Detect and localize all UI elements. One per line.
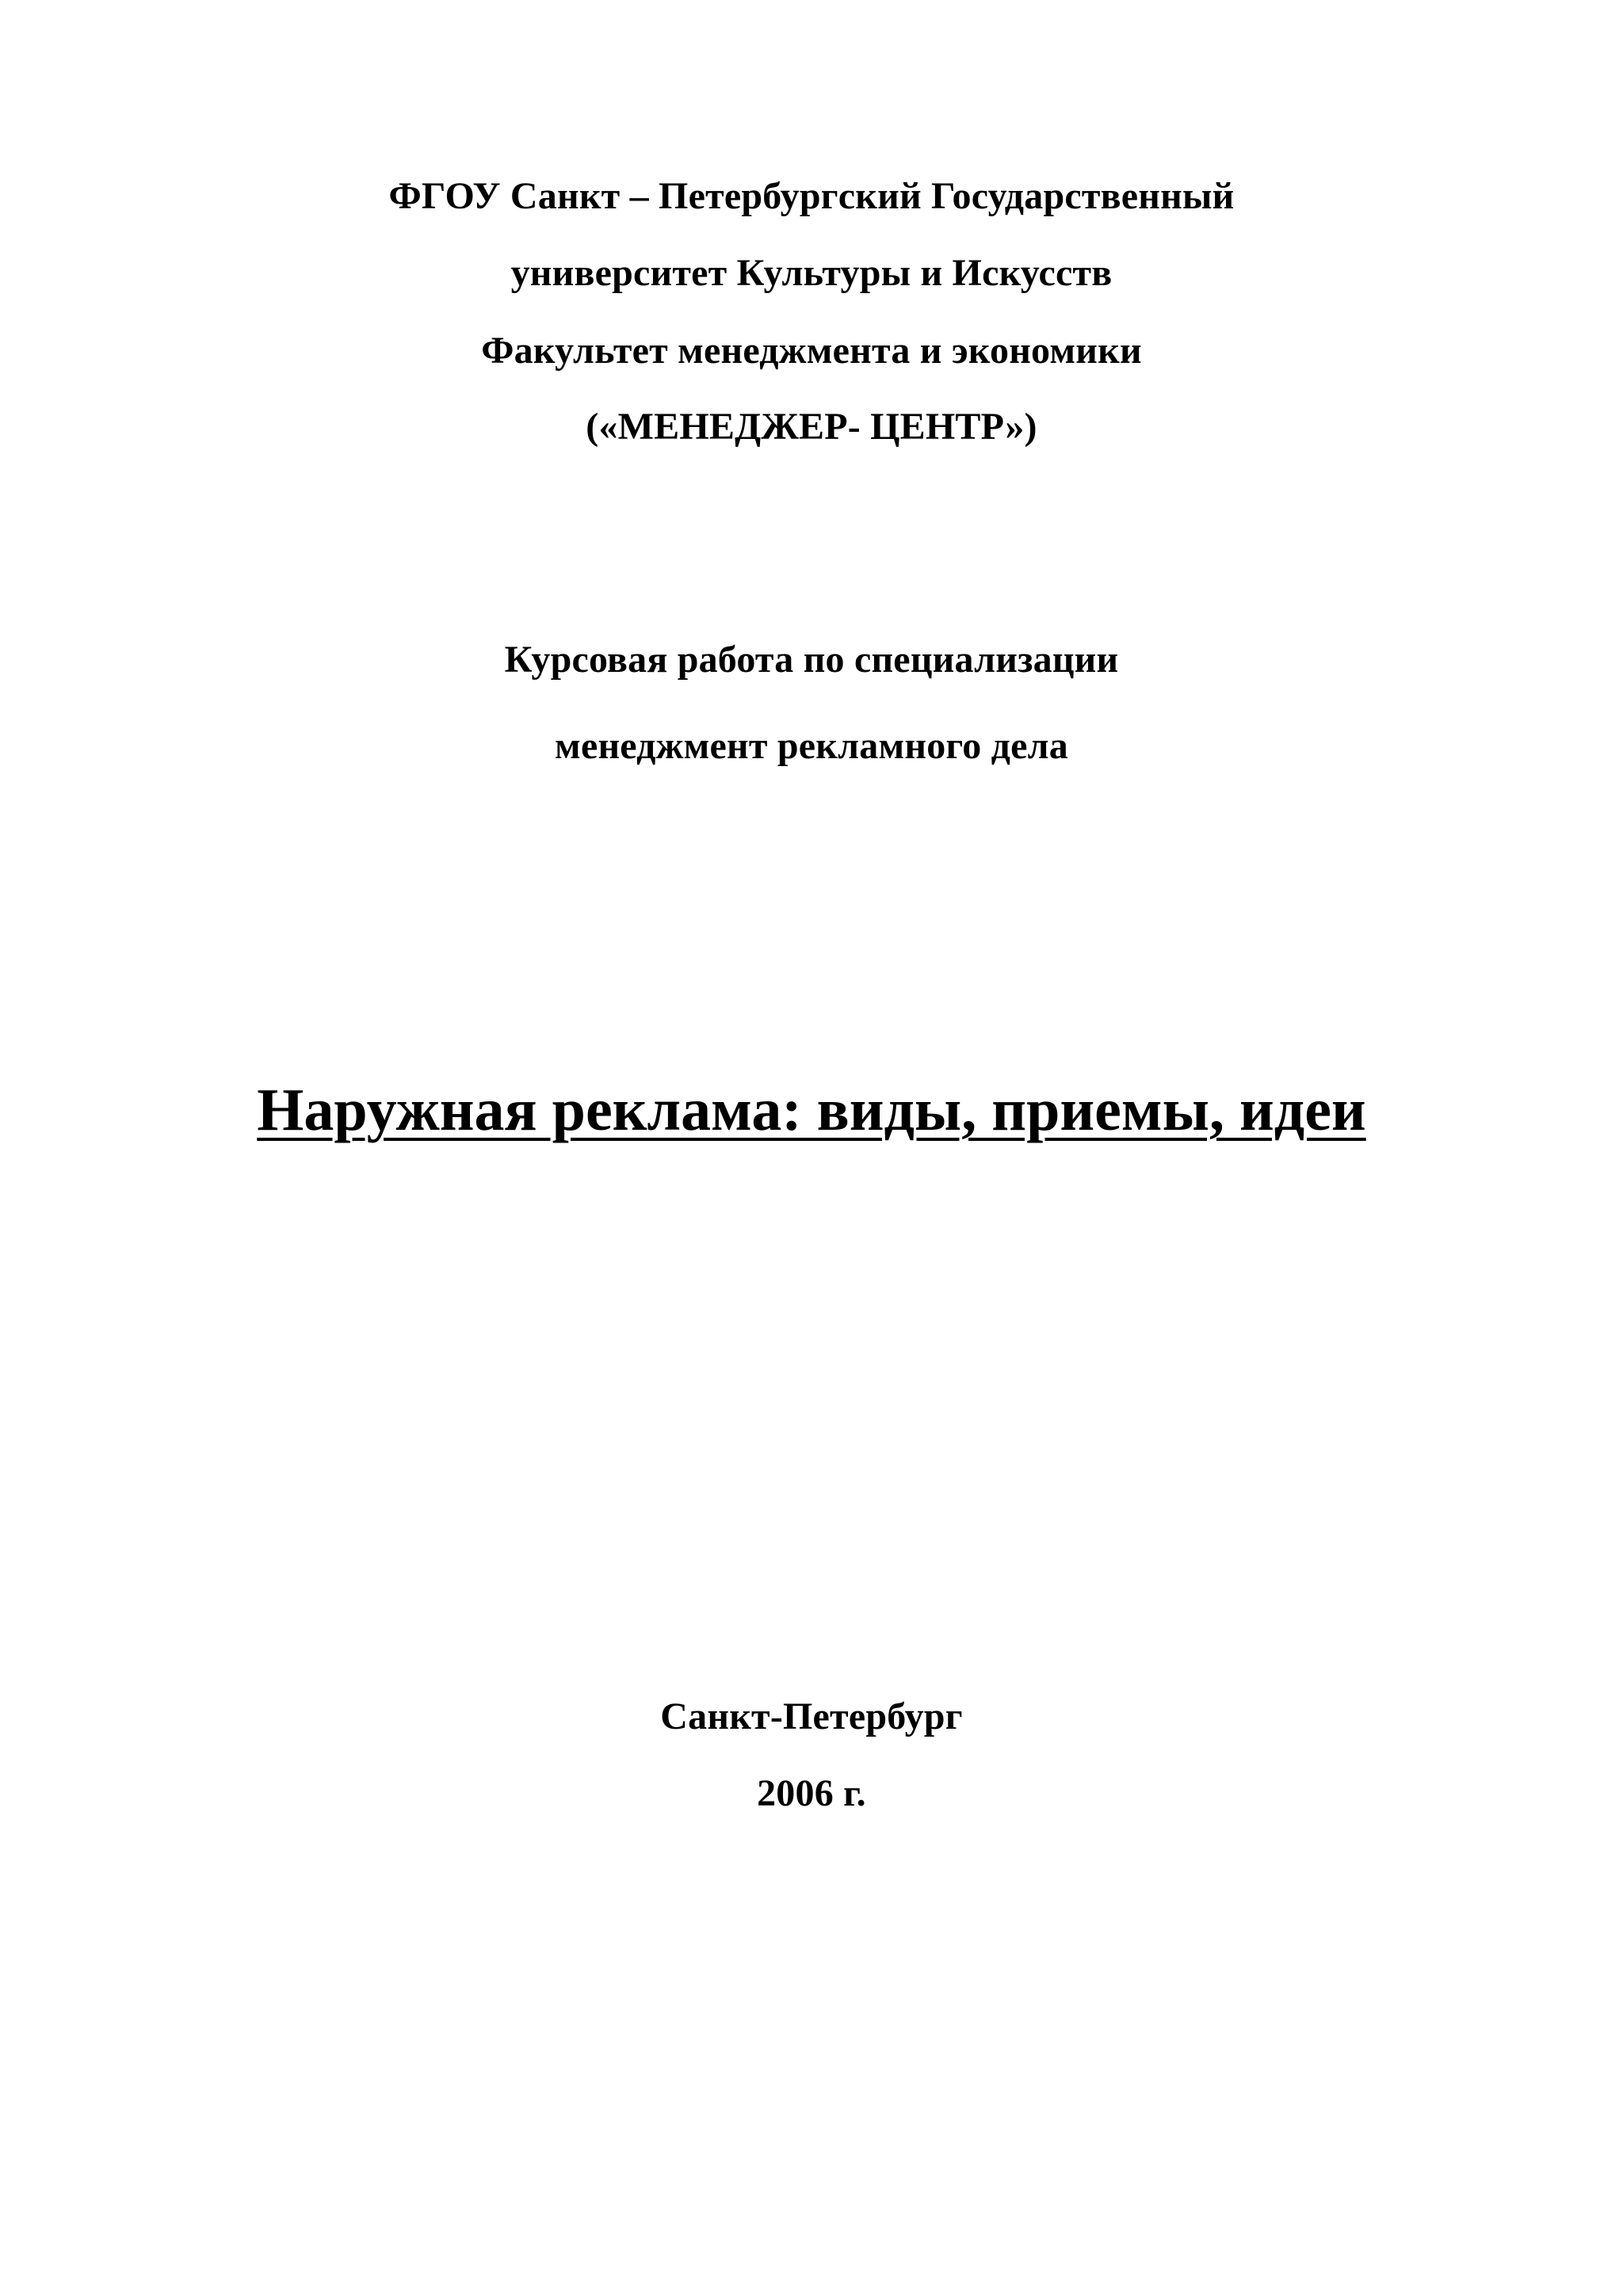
institution-name-line-2: университет Культуры и Искусств bbox=[510, 252, 1113, 294]
city: Санкт-Петербург bbox=[660, 1695, 963, 1737]
faculty-name: Факультет менеджмента и экономики bbox=[481, 330, 1142, 372]
institution-name-line-1: ФГОУ Санкт – Петербургский Государственный bbox=[388, 175, 1235, 217]
course-work-type: Курсовая работа по специализации bbox=[504, 639, 1119, 681]
course-specialization: менеджмент рекламного дела bbox=[555, 725, 1068, 767]
document-title: Наружная реклама: виды, приемы, идеи bbox=[257, 1077, 1366, 1143]
year: 2006 г. bbox=[757, 1772, 866, 1814]
center-name: («МЕНЕДЖЕР- ЦЕНТР») bbox=[586, 406, 1037, 448]
